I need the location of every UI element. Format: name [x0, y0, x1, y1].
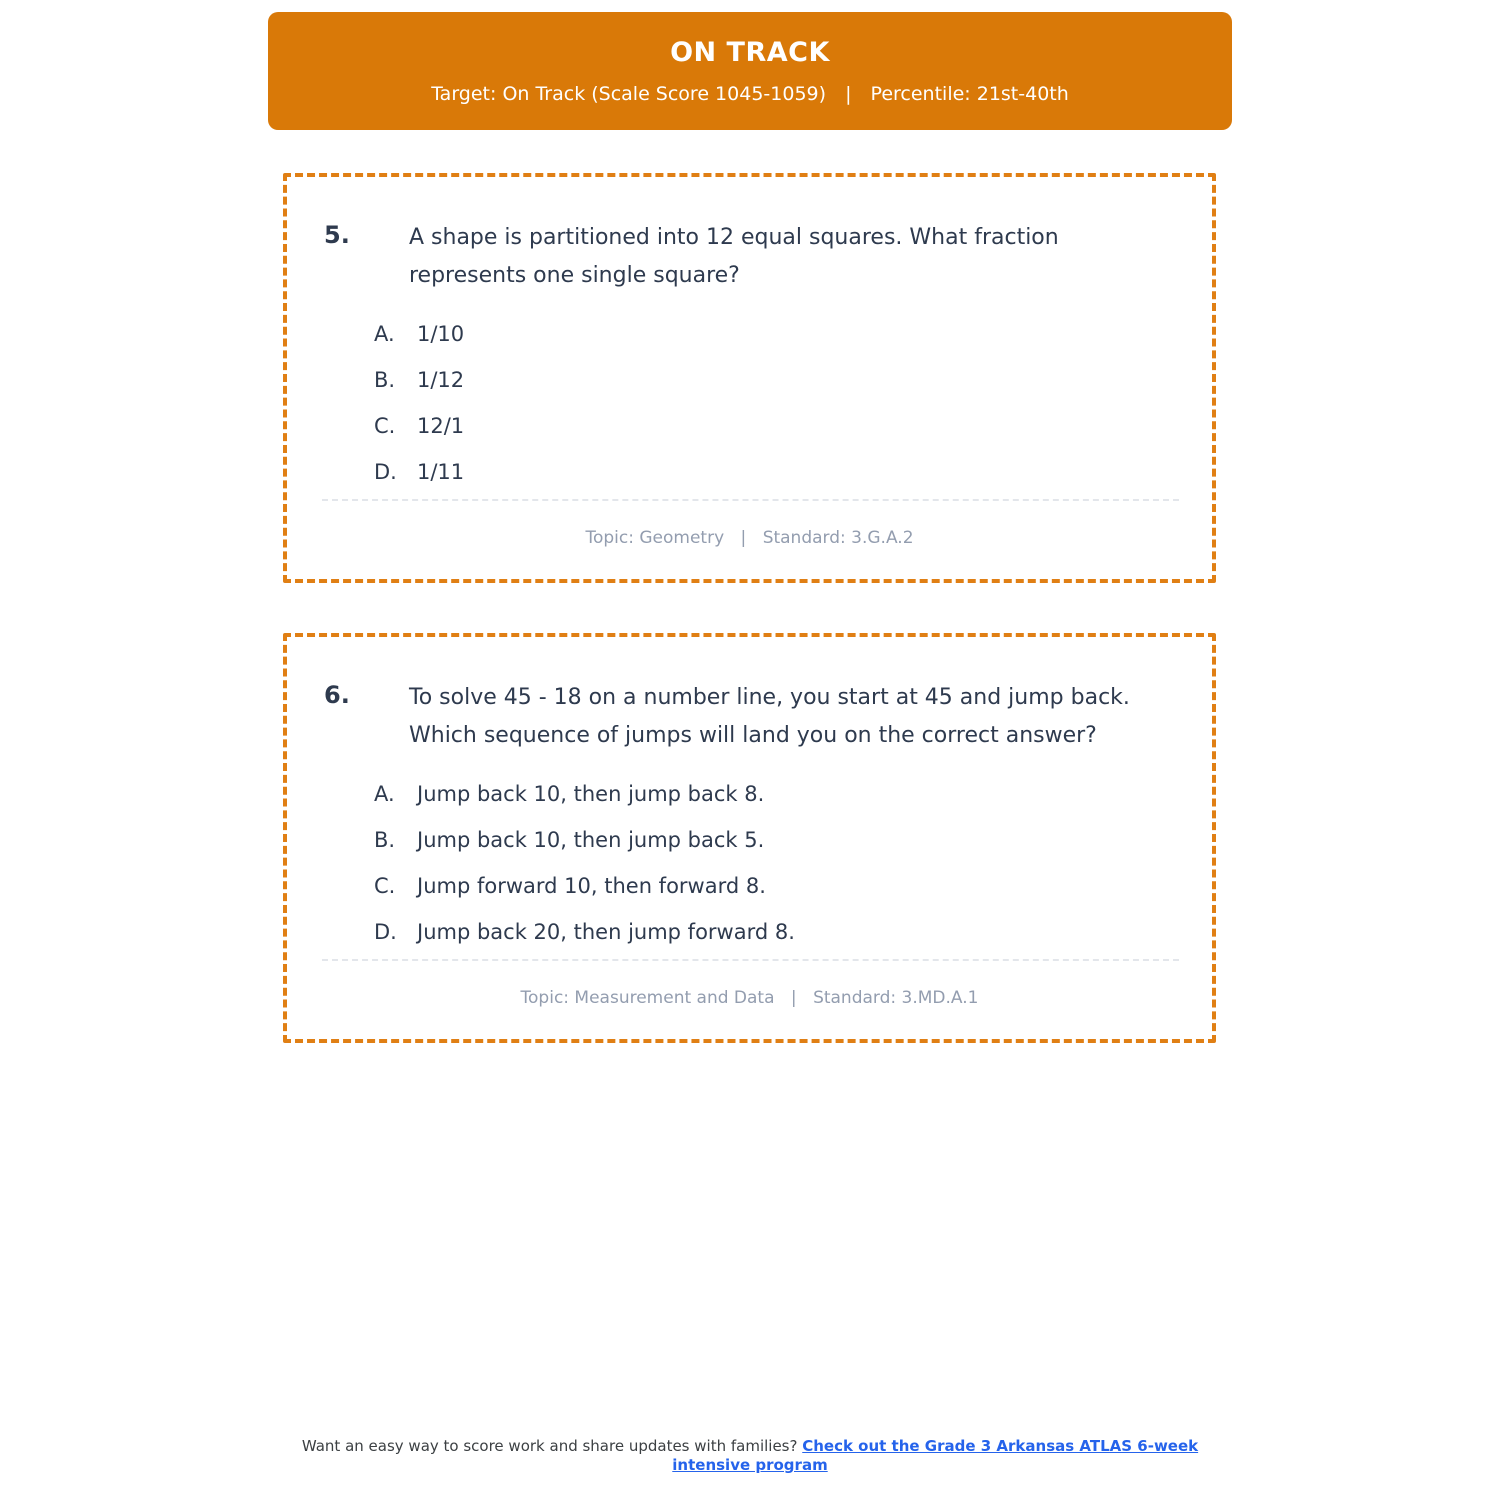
option-letter: D. [374, 920, 397, 944]
option-letter: C. [374, 414, 396, 438]
option-text: 1/10 [417, 322, 465, 346]
answer-option-c [374, 871, 1177, 902]
standard-label: Standard: 3.G.A.2 [762, 528, 914, 548]
banner-title: ON TRACK [670, 37, 830, 68]
option-text: Jump forward 10, then forward 8. [417, 874, 766, 898]
banner-subtitle [431, 83, 1069, 105]
option-text: 12/1 [417, 414, 465, 438]
meta-separator: | [790, 988, 797, 1008]
answer-option-b [374, 825, 1177, 856]
option-text: Jump back 20, then jump forward 8. [417, 920, 795, 944]
footer-text [285, 1437, 1215, 1475]
option-text: Jump back 10, then jump back 5. [417, 828, 765, 852]
option-letter: A. [374, 782, 395, 806]
question-text: A shape is partitioned into 12 equal squares. What fraction represents one single square? [409, 225, 1059, 288]
question-row [287, 637, 1212, 755]
answer-option-a [374, 779, 1177, 810]
option-text: Jump back 10, then jump back 8. [417, 782, 765, 806]
question-card-6 [283, 633, 1216, 1043]
answer-option-d [374, 917, 1177, 948]
answer-option-d [374, 457, 1177, 488]
question-meta [287, 988, 1212, 1008]
option-letter: D. [374, 460, 397, 484]
status-banner [268, 12, 1232, 130]
answer-options [374, 779, 1177, 948]
question-number: 5. [324, 221, 350, 249]
question-row [287, 177, 1212, 295]
footer-prefix: Want an easy way to score work and share updates with families? [301, 1437, 803, 1455]
option-letter: B. [374, 828, 396, 852]
standard-label: Standard: 3.MD.A.1 [813, 988, 979, 1008]
topic-label: Topic: Geometry [585, 528, 725, 548]
answer-option-c [374, 411, 1177, 442]
answer-option-a [374, 319, 1177, 350]
banner-target-label: Target: On Track (Scale Score 1045-1059) [431, 83, 827, 105]
question-card-5 [283, 173, 1216, 583]
topic-label: Topic: Measurement and Data [520, 988, 775, 1008]
option-text: 1/12 [417, 368, 465, 392]
answer-option-b [374, 365, 1177, 396]
meta-separator: | [740, 528, 747, 548]
program-link[interactable]: Check out the Grade 3 Arkansas ATLAS 6-week intensive program [672, 1437, 1199, 1474]
option-letter: B. [374, 368, 396, 392]
option-letter: A. [374, 322, 395, 346]
option-letter: C. [374, 874, 396, 898]
page-footer [0, 1437, 1500, 1475]
option-text: 1/11 [417, 460, 465, 484]
card-divider [322, 959, 1179, 961]
banner-percentile-label: Percentile: 21st-40th [870, 83, 1069, 105]
answer-options [374, 319, 1177, 488]
banner-separator: | [845, 83, 852, 105]
question-text: To solve 45 - 18 on a number line, you start at 45 and jump back. Which sequence of jumps will land you on the correct answer? [409, 685, 1130, 748]
card-divider [322, 499, 1179, 501]
question-meta [287, 528, 1212, 548]
question-number: 6. [324, 681, 350, 709]
